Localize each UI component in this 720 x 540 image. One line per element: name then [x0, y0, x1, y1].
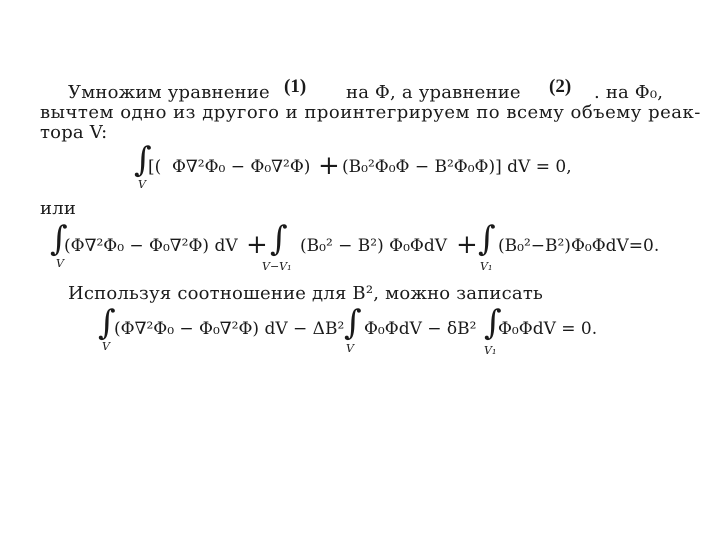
integral-sign: ∫ [270, 219, 288, 259]
integral-limit: V [138, 178, 146, 191]
equation-ref-1: (1) [284, 76, 307, 97]
text-fragment: на Φ, а уравнение [346, 82, 521, 103]
paragraph-line-2: вычтем одно из другого и проинтегрируем по всему объему реак- [40, 102, 701, 123]
integral-limit: V [102, 340, 110, 353]
integral-limit: V₁ [484, 344, 497, 357]
plus-sign: + [456, 230, 478, 260]
eq-text: (B₀² − B²) Φ₀ΦdV [300, 236, 447, 256]
integral-limit: V [56, 257, 64, 270]
word-or: или [40, 198, 77, 219]
eq-text: (Φ∇²Φ₀ − Φ₀∇²Φ) dV [64, 236, 238, 256]
paragraph-line-3: тора V: [40, 122, 108, 143]
eq-text: (B₀²−B²)Φ₀ΦdV=0. [498, 236, 660, 256]
text-fragment: Умножим уравнение [68, 82, 270, 103]
eq-text: [( [148, 157, 162, 177]
paragraph-line-1 [68, 82, 270, 103]
eq-text: Φ∇²Φ₀ − Φ₀∇²Φ) [172, 157, 311, 177]
integral-sign: ∫ [98, 303, 116, 343]
integral-limit: V [346, 342, 354, 355]
plus-sign: + [246, 230, 268, 260]
paragraph-line: Используя соотношение для B², можно записать [68, 283, 543, 304]
eq-text: (B₀²Φ₀Φ − B²Φ₀Φ)] dV = 0, [342, 157, 572, 177]
equation-ref-2: (2) [549, 76, 572, 97]
integral-sign: ∫ [478, 219, 496, 259]
eq-text: (Φ∇²Φ₀ − Φ₀∇²Φ) dV − ΔB² [114, 319, 345, 339]
integral-sign: ∫ [344, 303, 362, 343]
integral-sign: ∫ [134, 140, 152, 180]
integral-sign: ∫ [484, 303, 502, 343]
eq-text: Φ₀ΦdV = 0. [498, 319, 598, 339]
integral-limit: V₁ [480, 260, 493, 273]
eq-text: Φ₀ΦdV − δB² [364, 319, 477, 339]
plus-sign: + [318, 151, 340, 181]
text-fragment: . на Φ₀, [594, 82, 664, 103]
integral-limit: V−V₁ [262, 260, 292, 273]
integral-sign: ∫ [50, 219, 68, 259]
